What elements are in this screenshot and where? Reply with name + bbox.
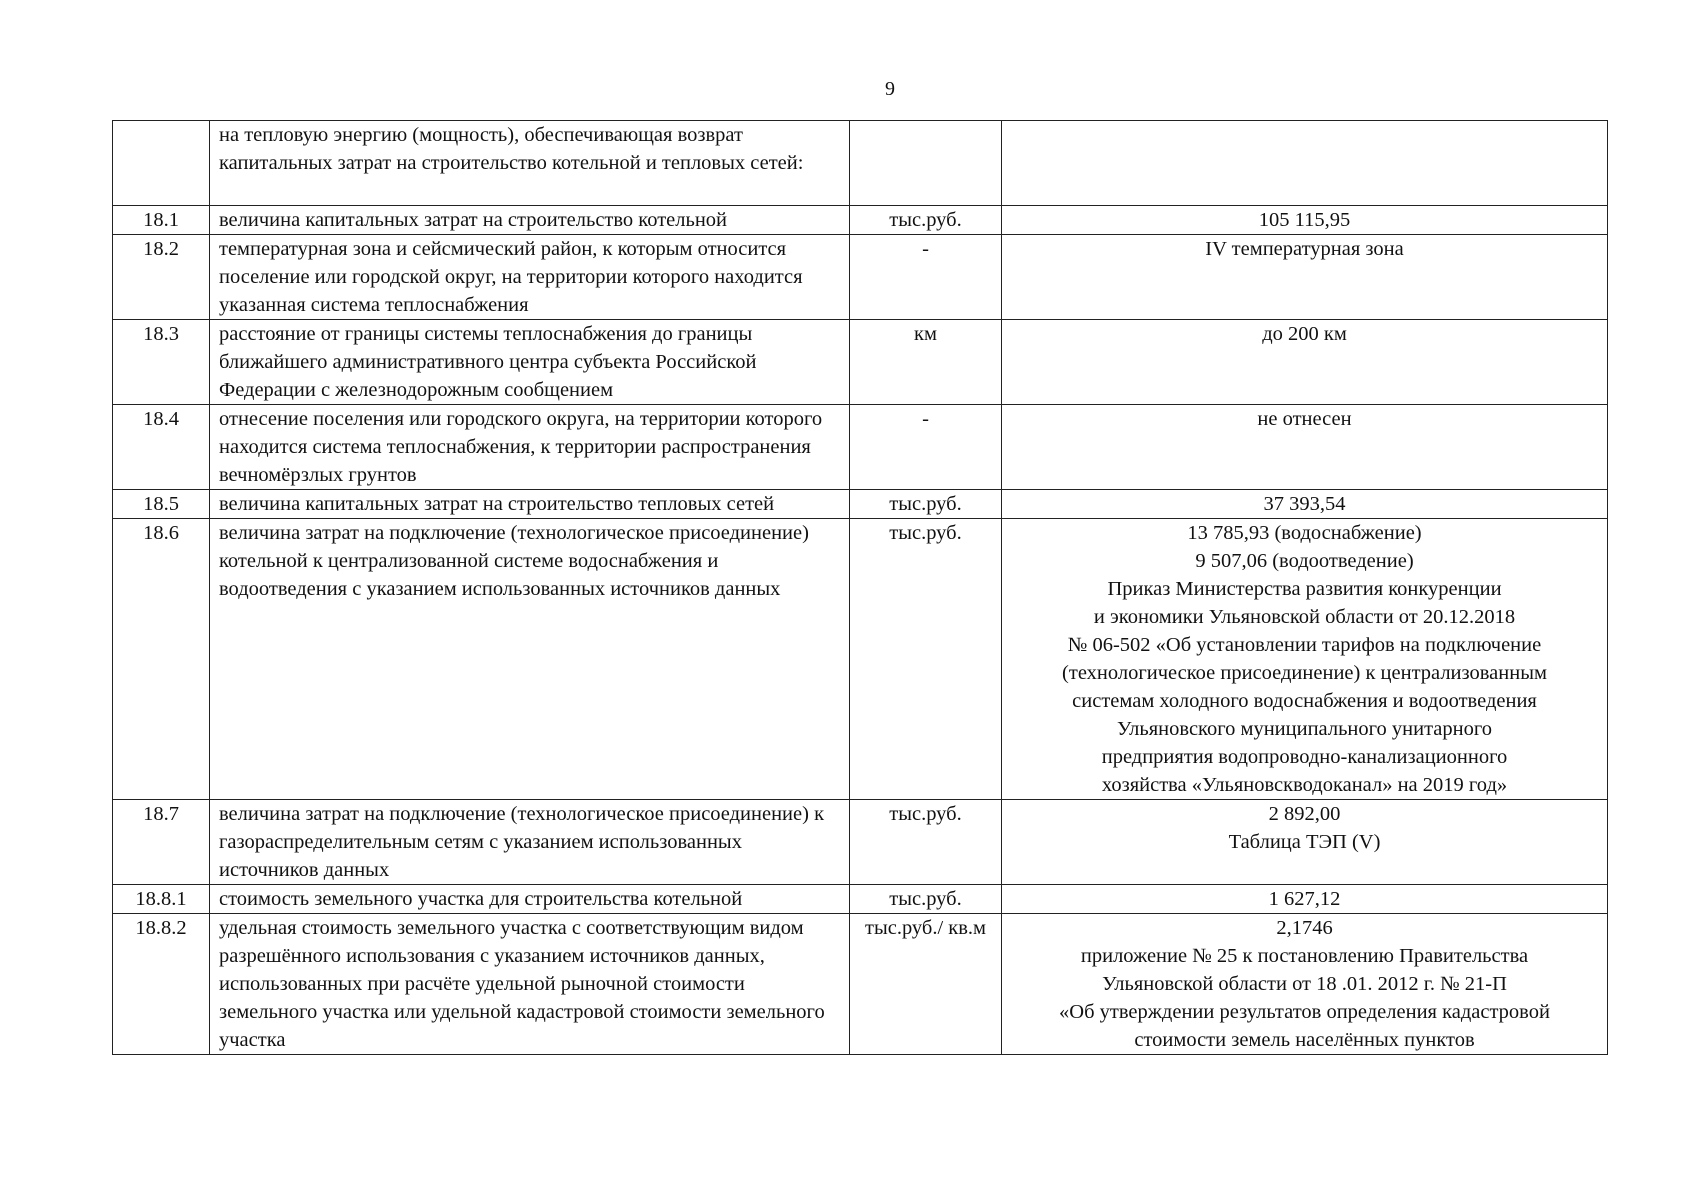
- row-value-line: 37 393,54: [1263, 493, 1346, 515]
- table-row: [113, 914, 1608, 1055]
- row-unit-cell: тыс.руб.: [850, 490, 1002, 519]
- row-description-cell: на тепловую энергию (мощность), обеспечивающая возврат капитальных затрат на строительство котельной и тепловых сетей:: [210, 121, 850, 206]
- table-row: [113, 206, 1608, 235]
- table-row: [113, 519, 1608, 800]
- row-unit-cell: тыс.руб./ кв.м: [850, 914, 1002, 1055]
- row-value-line: до 200 км: [1262, 323, 1347, 345]
- page-number: 9: [885, 78, 895, 100]
- row-unit-cell: тыс.руб.: [850, 800, 1002, 885]
- row-value-line: хозяйства «Ульяновскводоканал» на 2019 год»: [1101, 774, 1508, 796]
- row-value-line: Таблица ТЭП (V): [1228, 831, 1381, 853]
- row-value-line: (технологическое присоединение) к централизованным: [1062, 662, 1547, 684]
- row-description-cell: удельная стоимость земельного участка с соответствующим видом разрешённого использования с указанием источников данных, использованных при расчёте удельной рыночной стоимости земельного участка или удельной кадастровой стоимости земельного участка: [210, 914, 850, 1055]
- row-number-cell: 18.8.1: [113, 885, 210, 914]
- row-number-cell: 18.6: [113, 519, 210, 800]
- row-unit-cell: -: [850, 405, 1002, 490]
- row-value-line: «Об утверждении результатов определения кадастровой: [1059, 1001, 1550, 1023]
- table-row: [113, 885, 1608, 914]
- row-description-cell: расстояние от границы системы теплоснабжения до границы ближайшего административного центра субъекта Российской Федерации с железнодорожным сообщением: [210, 320, 850, 405]
- row-value-line: 13 785,93 (водоснабжение): [1187, 522, 1422, 544]
- row-value-cell: [1002, 235, 1608, 320]
- row-number-cell: 18.1: [113, 206, 210, 235]
- row-unit-cell: [850, 121, 1002, 206]
- row-value-line: системам холодного водоснабжения и водоотведения: [1072, 690, 1537, 712]
- row-description-cell: величина капитальных затрат на строительство котельной: [210, 206, 850, 235]
- row-description-cell: температурная зона и сейсмический район, к которым относится поселение или городской округ, на территории которого находится указанная система теплоснабжения: [210, 235, 850, 320]
- table-row: [113, 405, 1608, 490]
- row-value-line: не отнесен: [1257, 408, 1352, 430]
- row-value-cell: [1002, 320, 1608, 405]
- row-value-cell: [1002, 885, 1608, 914]
- row-number-cell: 18.3: [113, 320, 210, 405]
- row-value-line: 105 115,95: [1258, 209, 1351, 231]
- row-description-cell: величина затрат на подключение (технологическое присоединение) к газораспределительным сетям с указанием использованных источников данных: [210, 800, 850, 885]
- row-unit-cell: -: [850, 235, 1002, 320]
- row-value-line: № 06-502 «Об установлении тарифов на подключение: [1067, 634, 1542, 656]
- table-row: [113, 235, 1608, 320]
- row-value-cell: [1002, 490, 1608, 519]
- table-row: [113, 800, 1608, 885]
- row-value-cell: [1002, 800, 1608, 885]
- row-value-line: Ульяновской области от 18 .01. 2012 г. № 21-П: [1102, 973, 1507, 995]
- table-row-continuation: [113, 121, 1608, 206]
- row-value-cell: [1002, 206, 1608, 235]
- row-value-line: предприятия водопроводно-канализационного: [1101, 746, 1508, 768]
- row-value-cell: [1002, 121, 1608, 206]
- row-unit-cell: км: [850, 320, 1002, 405]
- row-number-cell: [113, 121, 210, 206]
- row-number-cell: 18.2: [113, 235, 210, 320]
- row-value-line: Приказ Министерства развития конкуренции: [1107, 578, 1502, 600]
- table-row: [113, 320, 1608, 405]
- row-unit-cell: тыс.руб.: [850, 885, 1002, 914]
- row-description-cell: стоимость земельного участка для строительства котельной: [210, 885, 850, 914]
- row-value-line: 2,1746: [1276, 917, 1333, 939]
- row-value-line: приложение № 25 к постановлению Правительства: [1080, 945, 1529, 967]
- row-value-line: стоимости земель населённых пунктов: [1134, 1029, 1475, 1051]
- row-number-cell: 18.8.2: [113, 914, 210, 1055]
- tariff-parameters-table: [112, 120, 1608, 1055]
- row-value-line: 9 507,06 (водоотведение): [1195, 550, 1414, 572]
- row-value-line: IV температурная зона: [1205, 238, 1404, 260]
- row-description-cell: отнесение поселения или городского округа, на территории которого находится система теплоснабжения, к территории распространения вечномёрзлых грунтов: [210, 405, 850, 490]
- row-value-line: 2 892,00: [1268, 803, 1341, 825]
- row-value-line: 1 627,12: [1268, 888, 1341, 910]
- row-number-cell: 18.7: [113, 800, 210, 885]
- row-number-cell: 18.5: [113, 490, 210, 519]
- table-row: [113, 490, 1608, 519]
- row-value-cell: [1002, 914, 1608, 1055]
- row-value-line: и экономики Ульяновской области от 20.12.2018: [1093, 606, 1516, 628]
- row-description-cell: величина капитальных затрат на строительство тепловых сетей: [210, 490, 850, 519]
- row-unit-cell: тыс.руб.: [850, 206, 1002, 235]
- row-value-cell: [1002, 405, 1608, 490]
- row-value-cell: [1002, 519, 1608, 800]
- row-number-cell: 18.4: [113, 405, 210, 490]
- row-value-line: Ульяновского муниципального унитарного: [1116, 718, 1493, 740]
- row-unit-cell: тыс.руб.: [850, 519, 1002, 800]
- row-description-cell: величина затрат на подключение (технологическое присоединение) котельной к централизованной системе водоснабжения и водоотведения с указанием использованных источников данных: [210, 519, 850, 800]
